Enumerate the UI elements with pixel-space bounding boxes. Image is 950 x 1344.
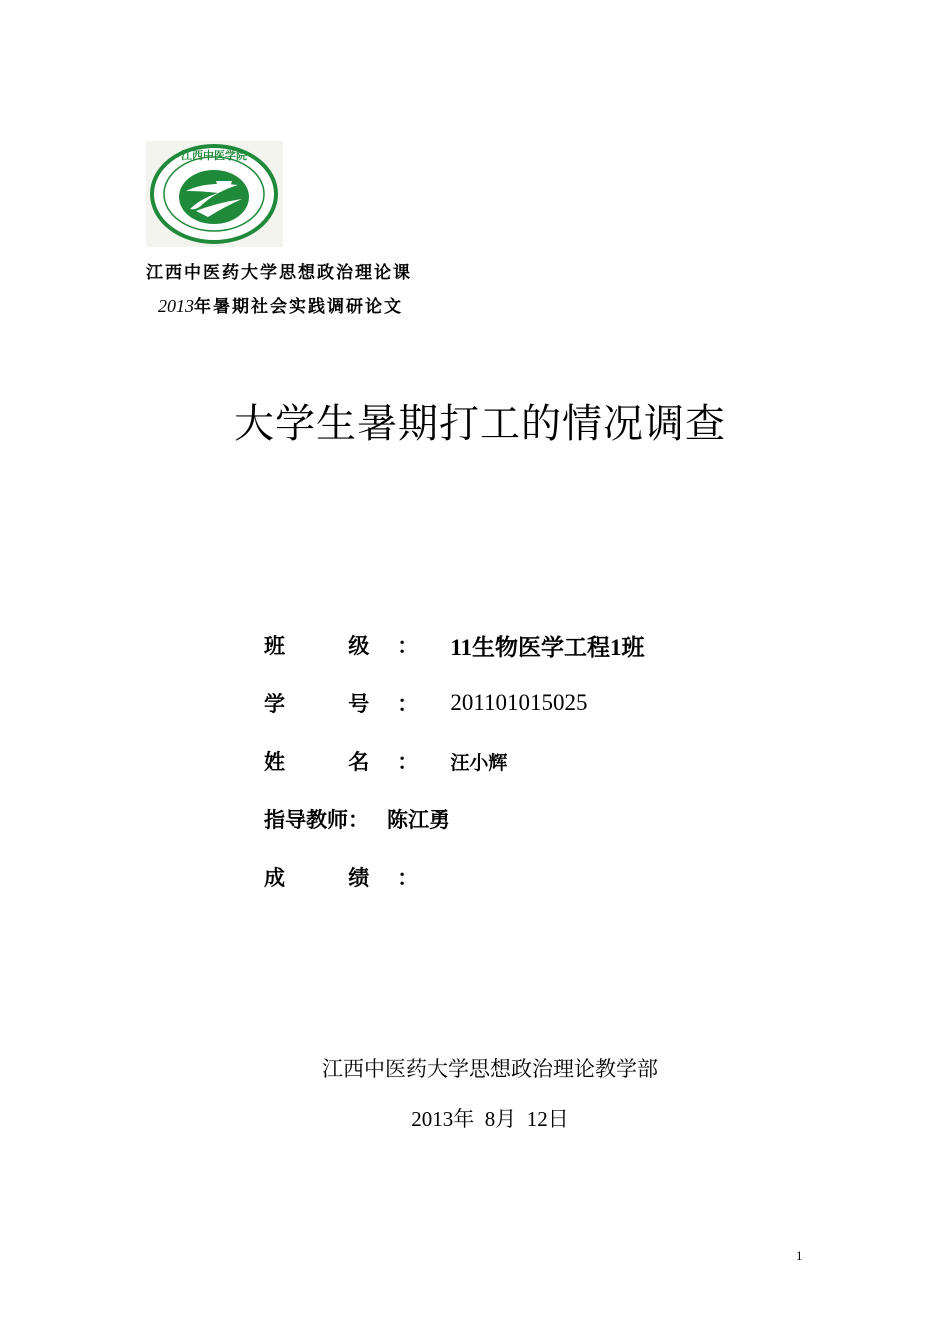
student-id-value: 201101015025 [450,690,588,715]
name-value: 汪小辉 [450,751,508,774]
class-label: 班 级： [264,634,447,658]
name-label: 姓 名： [264,750,447,774]
university-seal-icon [146,141,283,247]
student-id-label: 学 号： [264,692,447,716]
header-year: 2013 [158,296,194,316]
advisor-row [264,790,645,848]
student-id-row [264,674,645,732]
university-logo [146,141,283,247]
advisor-label: 指导教师： [264,808,369,832]
grade-label: 成 绩： [264,866,447,890]
seal-text: 江西中医学院 [181,149,247,162]
grade-row [264,848,645,906]
name-row [264,732,645,790]
student-info [264,616,645,906]
submission-date: 2013年 8月 12日 [411,1107,569,1131]
header-paper-type: 年暑期社会实践调研论文 [194,297,403,317]
class-row [264,616,645,674]
paper-type-header [158,292,403,317]
class-value: 11生物医学工程1班 [450,634,645,660]
course-header: 江西中医药大学思想政治理论课 [146,263,412,283]
department-name: 江西中医药大学思想政治理论教学部 [322,1057,658,1081]
page-number: 1 [796,1248,803,1263]
advisor-value: 陈江勇 [387,808,450,832]
paper-title: 大学生暑期打工的情况调查 [234,401,726,447]
